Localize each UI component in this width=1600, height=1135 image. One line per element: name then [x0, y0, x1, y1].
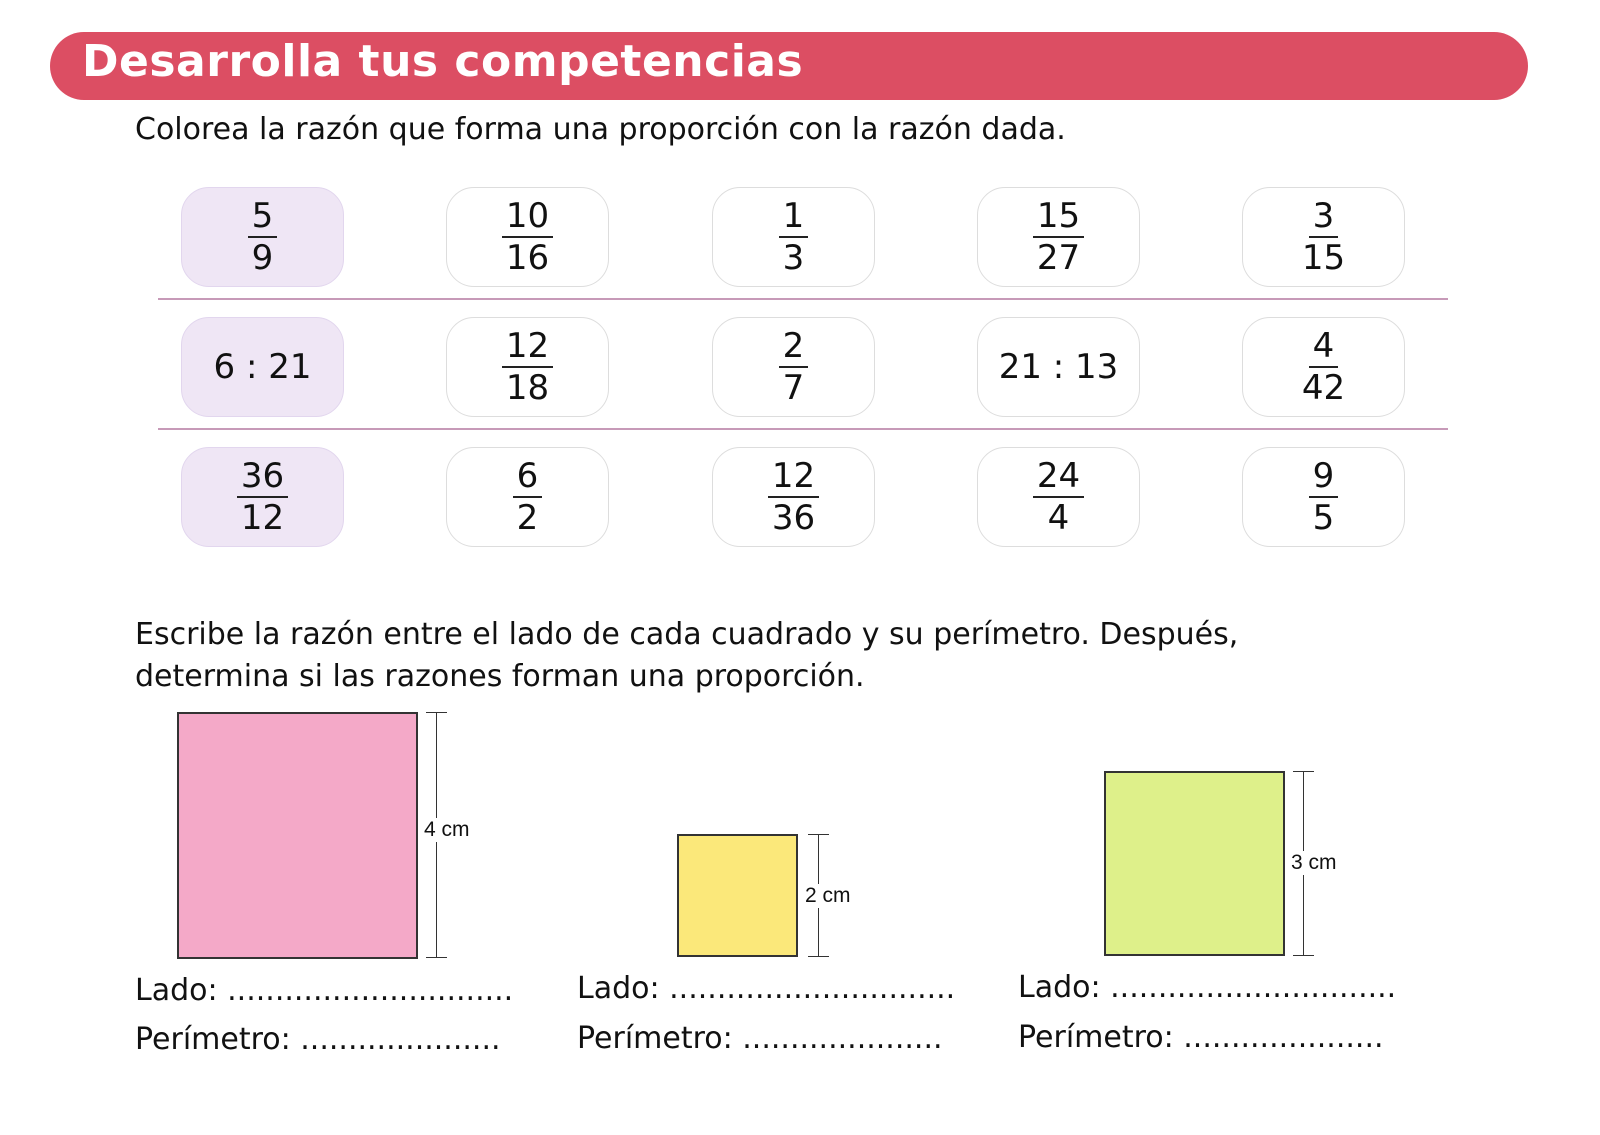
ratio-text: 21 : 13	[998, 347, 1119, 387]
denominator: 2	[516, 498, 539, 538]
exercise1-instruction: Colorea la razón que forma una proporción con la razón dada.	[135, 112, 1066, 147]
fraction	[779, 196, 809, 278]
perimetro-blank-1[interactable]: Perímetro: .....................	[135, 1022, 501, 1057]
fraction	[248, 196, 278, 278]
denominator: 15	[1301, 238, 1346, 278]
fraction	[779, 326, 809, 408]
side-label: 4 cm	[424, 818, 470, 841]
ratio-option[interactable]	[1242, 317, 1405, 417]
section-banner	[50, 32, 1528, 100]
ratio-option[interactable]	[712, 317, 875, 417]
row-divider	[158, 428, 1448, 430]
numerator: 15	[1033, 196, 1084, 238]
denominator: 27	[1036, 238, 1081, 278]
numerator: 3	[1309, 196, 1339, 238]
lado-blank-2[interactable]: Lado: ..............................	[577, 971, 956, 1006]
denominator: 36	[771, 498, 816, 538]
denominator: 42	[1301, 368, 1346, 408]
ratio-option[interactable]	[977, 187, 1140, 287]
numerator: 10	[502, 196, 553, 238]
denominator: 9	[251, 238, 274, 278]
section-title: Desarrolla tus competencias	[82, 36, 804, 87]
numerator: 12	[768, 456, 819, 498]
ratio-option[interactable]	[446, 187, 609, 287]
numerator: 5	[248, 196, 278, 238]
numerator: 1	[779, 196, 809, 238]
exercise2-instruction-line2: determina si las razones forman una proporción.	[135, 659, 865, 694]
fraction	[1033, 196, 1084, 278]
denominator: 4	[1047, 498, 1070, 538]
denominator: 18	[505, 368, 550, 408]
side-label: 3 cm	[1291, 851, 1337, 874]
given-ratio	[181, 187, 344, 287]
ratio-text: 6 : 21	[213, 347, 312, 387]
given-ratio	[181, 317, 344, 417]
numerator: 36	[237, 456, 288, 498]
lado-blank-3[interactable]: Lado: ..............................	[1018, 970, 1397, 1005]
fraction	[1302, 196, 1345, 278]
denominator: 7	[782, 368, 805, 408]
square-2cm	[677, 834, 798, 957]
fraction	[1309, 456, 1339, 538]
fraction	[768, 456, 819, 538]
ratio-option[interactable]	[1242, 187, 1405, 287]
perimetro-blank-2[interactable]: Perímetro: .....................	[577, 1021, 943, 1056]
numerator: 9	[1309, 456, 1339, 498]
denominator: 3	[782, 238, 805, 278]
given-ratio	[181, 447, 344, 547]
ratio-option[interactable]	[446, 447, 609, 547]
fraction	[1302, 326, 1345, 408]
ratio-option[interactable]	[712, 447, 875, 547]
fraction	[1033, 456, 1084, 538]
fraction	[513, 456, 543, 538]
square-4cm	[177, 712, 418, 959]
numerator: 24	[1033, 456, 1084, 498]
numerator: 2	[779, 326, 809, 368]
ratio-option[interactable]	[977, 317, 1140, 417]
perimetro-blank-3[interactable]: Perímetro: .....................	[1018, 1020, 1384, 1055]
fraction	[502, 326, 553, 408]
ratio-option[interactable]	[1242, 447, 1405, 547]
square-3cm	[1104, 771, 1285, 956]
denominator: 12	[240, 498, 285, 538]
ratio-option[interactable]	[446, 317, 609, 417]
ratio-option[interactable]	[977, 447, 1140, 547]
side-label: 2 cm	[805, 884, 851, 907]
exercise2-instruction-line1: Escribe la razón entre el lado de cada cuadrado y su perímetro. Después,	[135, 617, 1239, 652]
numerator: 4	[1309, 326, 1339, 368]
denominator: 5	[1312, 498, 1335, 538]
ratio-option[interactable]	[712, 187, 875, 287]
fraction	[502, 196, 553, 278]
numerator: 12	[502, 326, 553, 368]
denominator: 16	[505, 238, 550, 278]
lado-blank-1[interactable]: Lado: ..............................	[135, 973, 514, 1008]
numerator: 6	[513, 456, 543, 498]
row-divider	[158, 298, 1448, 300]
fraction	[237, 456, 288, 538]
